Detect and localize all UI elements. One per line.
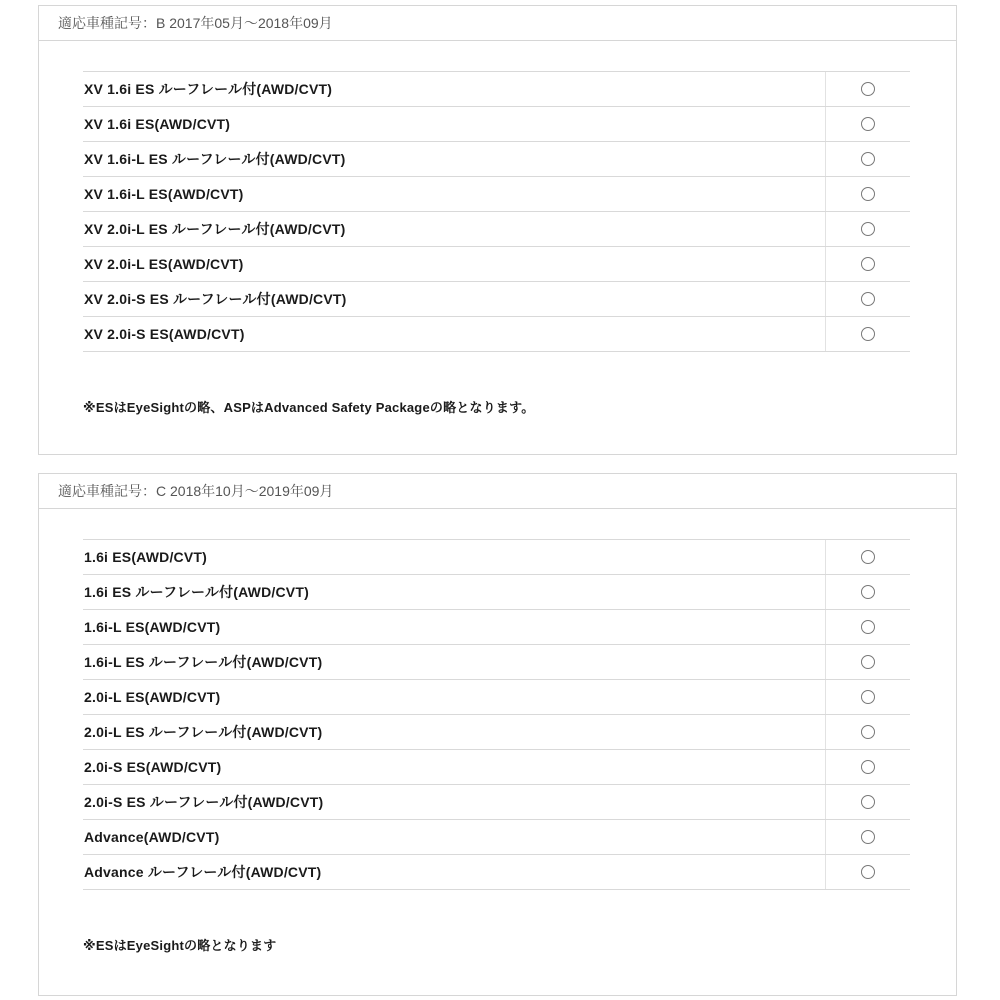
radio-button[interactable] — [861, 795, 875, 809]
section-header — [39, 6, 956, 41]
radio-cell — [825, 575, 910, 609]
grade-label: XV 2.0i-L ES ルーフレール付(AWD/CVT) — [84, 221, 346, 237]
grade-label: 1.6i ES ルーフレール付(AWD/CVT) — [84, 584, 309, 600]
radio-cell — [825, 142, 910, 176]
grade-row — [83, 715, 910, 750]
radio-cell — [825, 247, 910, 281]
grade-label: 1.6i-L ES ルーフレール付(AWD/CVT) — [84, 654, 323, 670]
grade-label: XV 1.6i-L ES ルーフレール付(AWD/CVT) — [84, 151, 346, 167]
radio-button[interactable] — [861, 620, 875, 634]
grade-label: Advance ルーフレール付(AWD/CVT) — [84, 864, 322, 880]
grade-row — [83, 177, 910, 212]
grade-row — [83, 247, 910, 282]
radio-cell — [825, 107, 910, 141]
section-content — [39, 509, 956, 954]
radio-button[interactable] — [861, 187, 875, 201]
radio-cell — [825, 540, 910, 574]
radio-cell — [825, 177, 910, 211]
radio-button[interactable] — [861, 690, 875, 704]
radio-button[interactable] — [861, 117, 875, 131]
grade-label: XV 2.0i-L ES(AWD/CVT) — [84, 256, 244, 272]
radio-cell — [825, 715, 910, 749]
grade-row — [83, 540, 910, 575]
grade-label: 1.6i-L ES(AWD/CVT) — [84, 619, 221, 635]
radio-cell — [825, 855, 910, 889]
radio-button[interactable] — [861, 82, 875, 96]
grade-table — [83, 539, 910, 890]
grade-label: XV 1.6i ES(AWD/CVT) — [84, 116, 231, 132]
grade-row — [83, 282, 910, 317]
radio-cell — [825, 72, 910, 106]
grade-table — [83, 71, 910, 352]
grade-row — [83, 855, 910, 890]
grade-label: 2.0i-L ES ルーフレール付(AWD/CVT) — [84, 724, 323, 740]
radio-cell — [825, 212, 910, 246]
radio-cell — [825, 645, 910, 679]
radio-button[interactable] — [861, 550, 875, 564]
radio-button[interactable] — [861, 152, 875, 166]
radio-button[interactable] — [861, 327, 875, 341]
radio-button[interactable] — [861, 865, 875, 879]
section-header — [39, 474, 956, 509]
grade-row — [83, 72, 910, 107]
grade-row — [83, 820, 910, 855]
footnote: ※ESはEyeSightの略、ASPはAdvanced Safety Packageの略となります。 — [83, 400, 535, 415]
grade-row — [83, 785, 910, 820]
grade-label: 2.0i-L ES(AWD/CVT) — [84, 689, 221, 705]
section-content — [39, 41, 956, 416]
grade-row — [83, 107, 910, 142]
section-header-label: 適応車種記号：C 2018年10月～2019年09月 — [58, 483, 334, 499]
radio-cell — [825, 820, 910, 854]
grade-label: XV 2.0i-S ES(AWD/CVT) — [84, 326, 245, 342]
radio-cell — [825, 610, 910, 644]
radio-button[interactable] — [861, 830, 875, 844]
grade-row — [83, 575, 910, 610]
section-header-label: 適応車種記号：B 2017年05月～2018年09月 — [58, 15, 333, 31]
radio-button[interactable] — [861, 585, 875, 599]
radio-button[interactable] — [861, 655, 875, 669]
radio-cell — [825, 680, 910, 714]
radio-cell — [825, 317, 910, 351]
radio-cell — [825, 750, 910, 784]
radio-button[interactable] — [861, 257, 875, 271]
grade-row — [83, 317, 910, 352]
grade-label: 2.0i-S ES(AWD/CVT) — [84, 759, 222, 775]
vehicle-section-c — [38, 473, 957, 996]
grade-row — [83, 212, 910, 247]
grade-row — [83, 645, 910, 680]
footnote: ※ESはEyeSightの略となります — [83, 938, 277, 953]
radio-button[interactable] — [861, 760, 875, 774]
grade-row — [83, 142, 910, 177]
grade-row — [83, 610, 910, 645]
grade-label: Advance(AWD/CVT) — [84, 829, 220, 845]
vehicle-section-b — [38, 5, 957, 455]
radio-cell — [825, 282, 910, 316]
grade-label: 1.6i ES(AWD/CVT) — [84, 549, 207, 565]
grade-label: XV 2.0i-S ES ルーフレール付(AWD/CVT) — [84, 291, 347, 307]
grade-row — [83, 750, 910, 785]
grade-row — [83, 680, 910, 715]
radio-cell — [825, 785, 910, 819]
grade-label: XV 1.6i-L ES(AWD/CVT) — [84, 186, 244, 202]
grade-label: 2.0i-S ES ルーフレール付(AWD/CVT) — [84, 794, 324, 810]
radio-button[interactable] — [861, 725, 875, 739]
radio-button[interactable] — [861, 222, 875, 236]
radio-button[interactable] — [861, 292, 875, 306]
grade-label: XV 1.6i ES ルーフレール付(AWD/CVT) — [84, 81, 333, 97]
